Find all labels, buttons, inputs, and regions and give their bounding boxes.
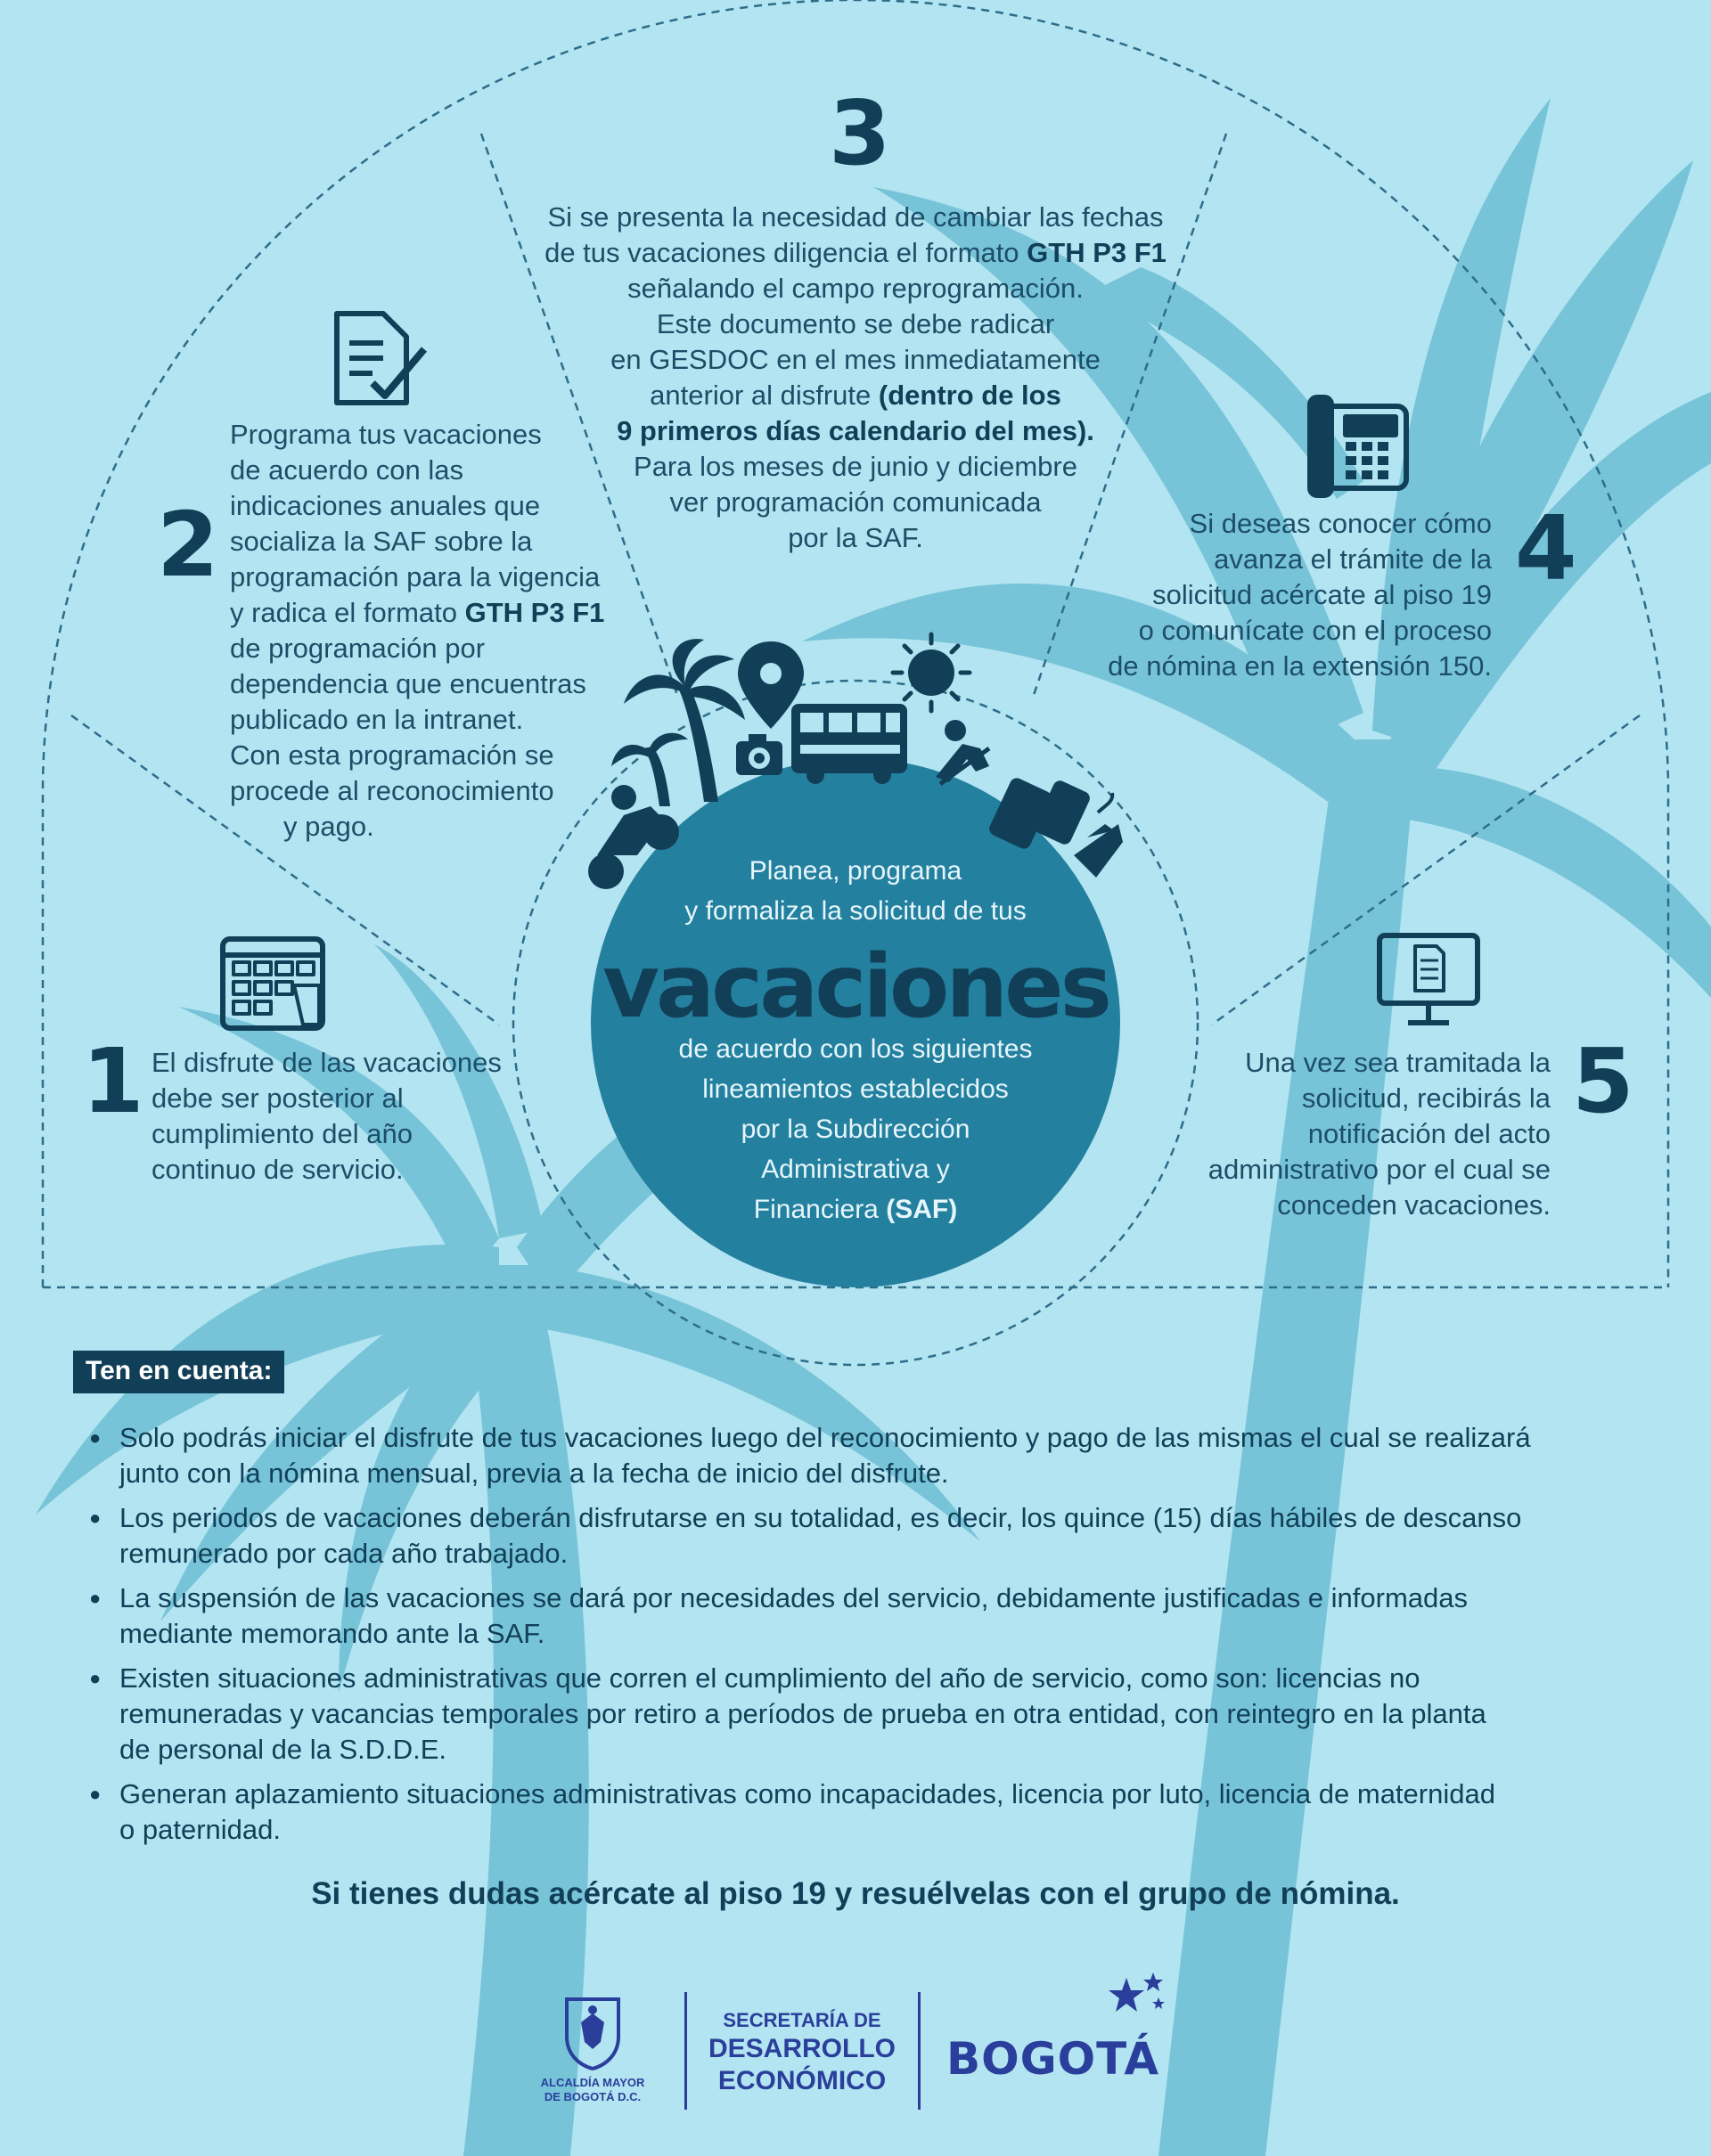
center-body-part: Financiera <box>753 1195 887 1224</box>
step-line: Una vez sea tramitada la <box>1245 1047 1551 1078</box>
checklist-document-icon <box>337 314 424 403</box>
step-line: Si se presenta la necesidad de cambiar las fechas <box>547 201 1164 233</box>
note-line: remuneradas y vacancias temporales por retiro a períodos de prueba en otra entidad, con reintegro en la planta <box>119 1698 1486 1729</box>
secretaria-line: ECONÓMICO <box>717 2066 887 2095</box>
center-body-line: Administrativa y <box>761 1155 950 1184</box>
step-line: Programa tus vacaciones <box>230 419 542 450</box>
step-line: procede al reconocimiento <box>230 775 554 806</box>
step-3-text <box>499 200 1212 556</box>
step-5-text <box>1150 1045 1551 1223</box>
note-line: remunerado por cada año trabajado. <box>119 1538 569 1569</box>
step-number-1: 1 <box>82 1029 144 1133</box>
center-body-line: de acuerdo con los siguientes <box>678 1034 1033 1064</box>
list-item <box>86 1661 1547 1768</box>
notes-title: Ten en cuenta: <box>73 1351 284 1393</box>
step-line: programación para la vigencia <box>230 561 601 592</box>
step-line: por la SAF. <box>788 522 923 553</box>
step-line: de nómina en la extensión 150. <box>1108 650 1492 682</box>
saf-acronym: (SAF) <box>886 1195 958 1224</box>
step-line-part: y radica el formato <box>230 597 465 628</box>
note-line: ● Los periodos de vacaciones deberán disfrutarse en su totalidad, es decir, los quince (15) días hábiles de descanso <box>119 1502 1522 1533</box>
center-intro-line: Planea, programa <box>749 856 962 886</box>
step-line <box>230 595 640 631</box>
step-line: Este documento se debe radicar <box>656 308 1055 339</box>
step-line: cumplimiento del año <box>151 1118 413 1149</box>
beach-chair-icon <box>936 720 989 784</box>
alcaldia-logo-text <box>521 2076 664 2104</box>
deadline-note: 9 primeros días calendario del mes). <box>617 415 1094 446</box>
step-line: avanza el trámite de la <box>1214 543 1492 575</box>
step-line: Para los meses de junio y diciembre <box>634 451 1077 482</box>
center-body-line: lineamientos establecidos <box>702 1074 1009 1104</box>
list-item <box>86 1580 1547 1652</box>
step-line: señalando el campo reprogramación. <box>627 273 1084 304</box>
step-line: y pago. <box>283 811 374 842</box>
step-line-part: de tus vacaciones diligencia el formato <box>544 237 1027 268</box>
step-4-text <box>1043 506 1492 684</box>
step-line-part: anterior al disfrute <box>650 380 879 411</box>
secretaria-line: SECRETARÍA DE <box>723 2009 881 2031</box>
step-line <box>499 378 1212 413</box>
form-code: GTH P3 F1 <box>1027 237 1167 268</box>
step-line: administrativo por el cual se <box>1208 1154 1551 1185</box>
step-line: socializa la SAF sobre la <box>230 526 533 557</box>
stars-icon <box>1105 1971 1167 2021</box>
calendar-icon <box>223 939 323 1028</box>
center-body <box>588 1029 1123 1229</box>
list-item <box>86 1420 1547 1491</box>
alcaldia-line: ALCALDÍA MAYOR <box>540 2076 645 2089</box>
center-body-line <box>588 1189 1123 1229</box>
secretaria-line: DESARROLLO <box>708 2034 896 2063</box>
step-line: dependencia que encuentras <box>230 668 586 699</box>
note-line: ● La suspensión de las vacaciones se dará por necesidades del servicio, debidamente justificadas e informadas <box>119 1582 1469 1613</box>
logo-divider <box>918 1992 921 2110</box>
step-line: publicado en la intranet. <box>230 704 524 735</box>
step-line: de programación por <box>230 633 486 664</box>
deadline-note: (dentro de los <box>878 380 1061 411</box>
step-line: El disfrute de las vacaciones <box>151 1047 502 1078</box>
note-line: de personal de la S.D.D.E. <box>119 1734 447 1765</box>
note-line: ● Existen situaciones administrativas que corren el cumplimiento del año de servicio, como son: licencias no <box>119 1662 1420 1694</box>
form-code: GTH P3 F1 <box>464 597 605 628</box>
note-line: ● Solo podrás iniciar el disfrute de tus vacaciones luego del reconocimiento y pago de las mismas el cual se realizará <box>119 1422 1531 1453</box>
center-intro-line: y formaliza la solicitud de tus <box>684 896 1027 926</box>
coat-of-arms-icon <box>561 1996 624 2070</box>
step-number-5: 5 <box>1572 1029 1634 1133</box>
step-line: solicitud, recibirás la <box>1301 1082 1551 1114</box>
step-line: notificación del acto <box>1307 1118 1551 1149</box>
step-line: Con esta programación se <box>230 739 554 771</box>
center-body-line: por la Subdirección <box>741 1115 970 1144</box>
step-number-2: 2 <box>157 493 219 597</box>
camera-icon <box>736 734 782 775</box>
step-number-4: 4 <box>1515 496 1577 600</box>
step-line: en GESDOC en el mes inmediatamente <box>610 344 1101 375</box>
closing-message: Si tienes dudas acércate al piso 19 y resuélvelas con el grupo de nómina. <box>311 1876 1400 1911</box>
step-line: de acuerdo con las <box>230 454 463 486</box>
step-line <box>499 413 1212 449</box>
alcaldia-line: DE BOGOTÁ D.C. <box>544 2090 642 2103</box>
step-line: solicitud acércate al piso 19 <box>1152 579 1492 610</box>
note-line: ● Generan aplazamiento situaciones administrativas como incapacidades, licencia por luto, licencia de maternidad <box>119 1778 1495 1809</box>
bus-icon <box>791 704 907 784</box>
step-line: indicaciones anuales que <box>230 490 541 521</box>
sun-icon <box>893 634 970 711</box>
note-line: mediante memorando ante la SAF. <box>119 1618 545 1649</box>
secretaria-logo-text <box>708 2008 896 2097</box>
step-line: ver programación comunicada <box>669 486 1042 518</box>
center-intro <box>588 851 1123 931</box>
step-line: o comunícate con el proceso <box>1138 615 1492 646</box>
headline-vacaciones: vacaciones <box>602 936 1109 1038</box>
step-line <box>499 235 1212 271</box>
step-1-text <box>151 1045 526 1188</box>
list-item <box>86 1500 1547 1572</box>
note-line: o paternidad. <box>119 1814 281 1845</box>
step-number-3: 3 <box>829 81 891 185</box>
notes-list <box>86 1420 1547 1857</box>
list-item <box>86 1776 1547 1848</box>
logo-divider <box>684 1992 687 2110</box>
note-line: junto con la nómina mensual, previa a la fecha de inicio del disfrute. <box>119 1458 949 1489</box>
step-line: debe ser posterior al <box>151 1082 404 1114</box>
step-line: continuo de servicio. <box>151 1154 404 1185</box>
bogota-logo-text: BOGOTÁ <box>946 2033 1160 2085</box>
step-line: Si deseas conocer cómo <box>1189 508 1492 539</box>
step-line: conceden vacaciones. <box>1277 1189 1551 1221</box>
